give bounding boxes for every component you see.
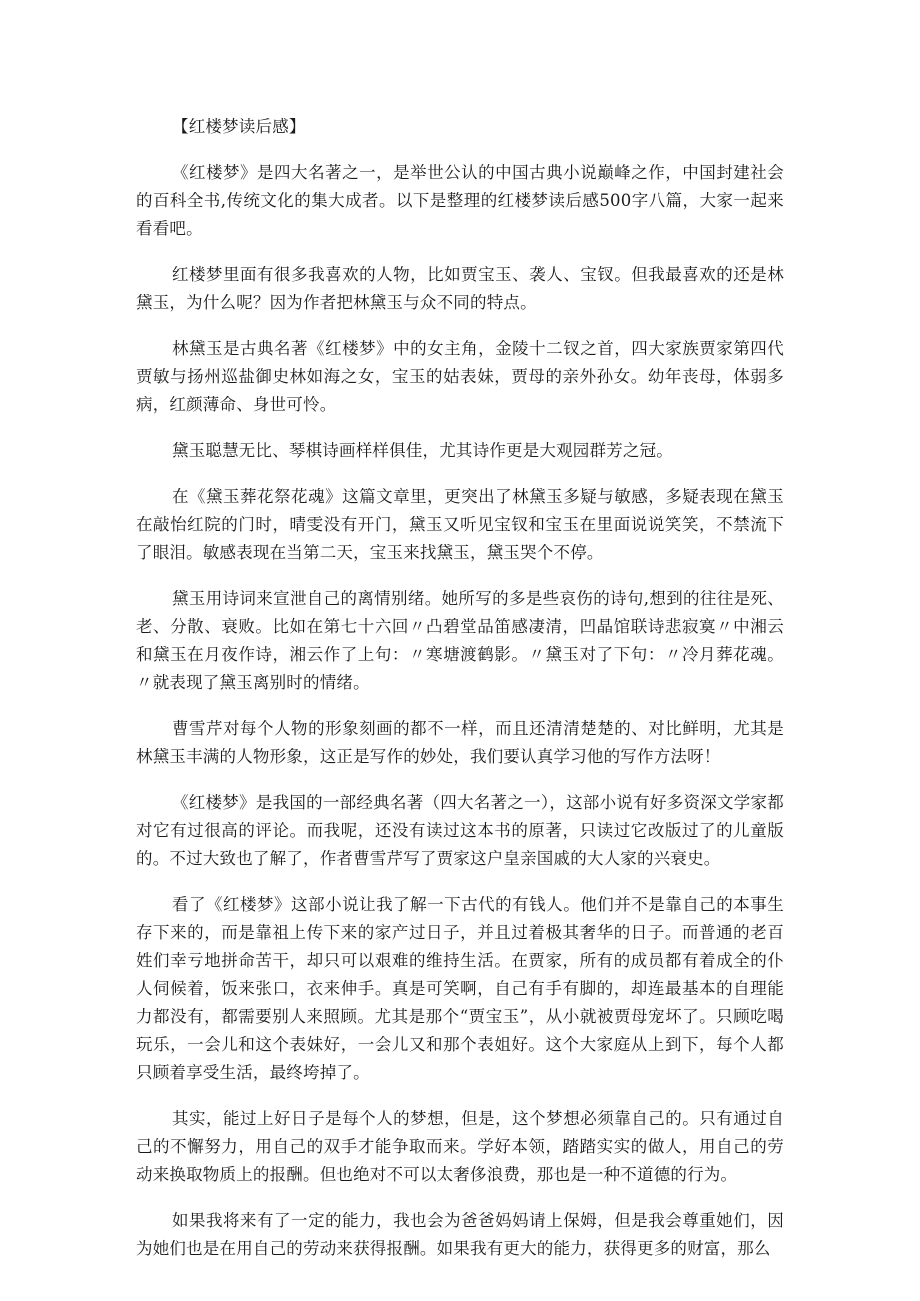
paragraph-11: 如果我将来有了一定的能力，我也会为爸爸妈妈请上保姆，但是我会尊重她们，因为她们也是在用自己的劳动来获得报酬。如果我有更大的能力，获得更多的财富，那么 <box>136 1211 784 1258</box>
paragraph-5: 在《黛玉葬花祭花魂》这篇文章里，更突出了林黛玉多疑与敏感，多疑表现在黛玉在敲怡红院的门时，晴雯没有开门，黛玉又听见宝钗和宝玉在里面说说笑笑，不禁流下了眼泪。敏感表现在当第二天，宝玉来找黛玉，黛玉哭个不停。 <box>136 487 784 562</box>
paragraph-6: 黛玉用诗词来宣泄自己的离情别绪。她所写的多是些哀伤的诗句,想到的往往是死、老、分散、衰败。比如在第七十六回〃凸碧堂品笛感凄清，凹晶馆联诗悲寂寞〃中湘云和黛玉在月夜作诗，湘云作了上句：〃寒塘渡鹤影。〃黛玉对了下句：〃冷月葬花魂。〃就表现了黛玉离别时的情绪。 <box>136 589 784 692</box>
paragraph-3: 林黛玉是古典名著《红楼梦》中的女主角，金陵十二钗之首，四大家族贾家第四代贾敏与扬州巡盐御史林如海之女，宝玉的姑表妹，贾母的亲外孙女。幼年丧母，体弱多病，红颜薄命、身世可怜。 <box>136 339 784 414</box>
paragraph-8: 《红楼梦》是我国的一部经典名著（四大名著之一），这部小说有好多资深文学家都对它有过很高的评论。而我呢，还没有读过这本书的原著，只读过它改版过了的儿童版的。不过大致也了解了，作者曹雪芹写了贾家这户皇亲国戚的大人家的兴衰史。 <box>136 793 784 868</box>
paragraph-1: 《红楼梦》是四大名著之一，是举世公认的中国古典小说巅峰之作，中国封建社会的百科全书,传统文化的集大成者。以下是整理的红楼梦读后感500字八篇，大家一起来看看吧。 <box>136 163 784 238</box>
paragraph-4: 黛玉聪慧无比、琴棋诗画样样俱佳，尤其诗作更是大观园群芳之冠。 <box>172 441 673 460</box>
paragraph-10: 其实，能过上好日子是每个人的梦想，但是，这个梦想必须靠自己的。只有通过自己的不懈努力，用自己的双手才能争取而来。学好本领，踏踏实实的做人，用自己的劳动来换取物质上的报酬。但也绝对不可以太奢侈浪费，那也是一种不道德的行为。 <box>136 1109 784 1184</box>
paragraph-9: 看了《红楼梦》这部小说让我了解一下古代的有钱人。他们并不是靠自己的本事生存下来的，而是靠祖上传下来的家产过日子，并且过着极其奢华的日子。而普通的老百姓们幸亏地拼命苦干，却只可以艰难的维持生活。在贾家，所有的成员都有着成全的仆人伺候着，饭来张口，衣来伸手。真是可笑啊，自己有手有脚的，却连最基本的自理能力都没有，都需要别人来照顾。尤其是那个“贾宝玉”，从小就被贾母宠坏了。只顾吃喝玩乐，一会儿和这个表妹好，一会儿又和那个表姐好。这个大家庭从上到下，每个人都只顾着享受生活，最终垮掉了。 <box>136 895 784 1082</box>
document-body <box>136 113 784 1281</box>
paragraph-7: 曹雪芹对每个人物的形象刻画的都不一样，而且还清清楚楚的、对比鲜明，尤其是林黛玉丰满的人物形象，这正是写作的妙处，我们要认真学习他的写作方法呀！ <box>136 719 784 766</box>
paragraph-2: 红楼梦里面有很多我喜欢的人物，比如贾宝玉、袭人、宝钗。但我最喜欢的还是林黛玉，为什么呢？因为作者把林黛玉与众不同的特点。 <box>136 265 784 312</box>
document-title: 【红楼梦读后感】 <box>172 117 306 136</box>
